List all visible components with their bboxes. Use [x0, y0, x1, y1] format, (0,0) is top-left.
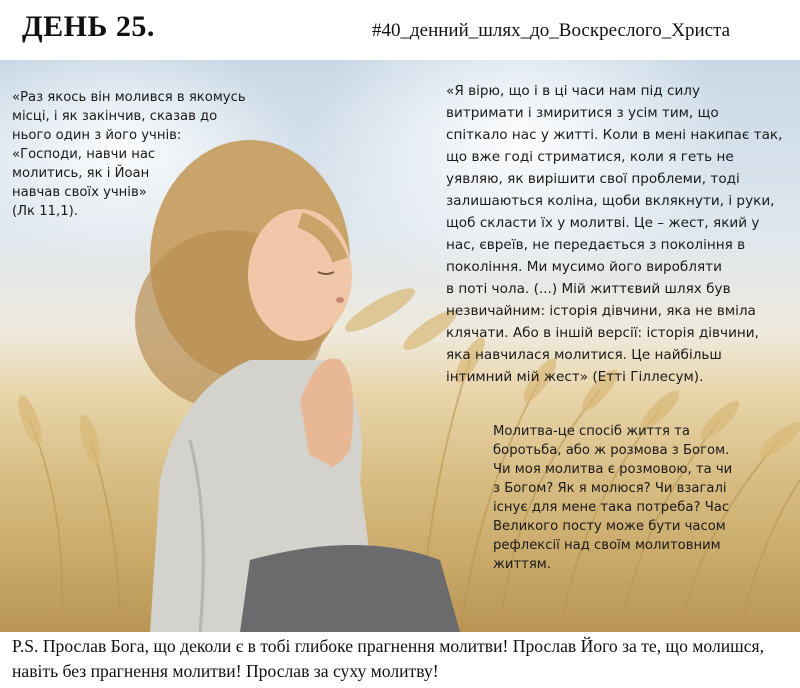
background-photo — [0, 60, 800, 632]
hashtag: #40_денний_шлях_до_Воскреслого_Христа — [372, 20, 731, 41]
footer — [0, 632, 800, 688]
header — [0, 0, 800, 60]
reflection-text: Молитва-це спосіб життя та боротьба, або ж розмова з Богом. Чи моя молитва є розмовою, та чи з Богом? Як я молюся? Чи взагалі існує для мене така потреба? Час Великого посту може бути часом рефлексії над своїм молитовним життям. — [493, 424, 733, 572]
day-title: ДЕНЬ 25. — [22, 10, 155, 43]
etty-hillesum-quote: «Я вірю, що і в ці часи нам під силу витримати і змиритися з усім тим, що спіткало нас у житті. Коли в мені накипає так, що вже годі стриматися, коли я геть не уявляю, як вирішити свої проблеми, тоді залишаються коліна, щоби вклякнути, і руки, щоб скласти їх у молитві. Це – жест, який у нас, євреїв, не передається з покоління в покоління. Ми мусимо його виробляти в поті чола. (...) Мій життєвий шлях був незвичайним: історія дівчини, яка не вміла клячати. Або в іншій версії: історія дівчини, яка навчилася молитися. Це найбільш інтимний мій жест» (Етті Гіллесум). — [446, 83, 783, 385]
ps-text: P.S. Прослав Бога, що деколи є в тобі глибоке прагнення молитви! Прослав Його за те, що молишся, навіть без прагнення молитви! Прослав за суху молитву! — [12, 636, 765, 681]
scripture-quote: «Раз якось він молився в якомусь місці, і як закінчив, сказав до нього один з його учнів: «Господи, навчи нас молитись, як і Йоан навчав своїх учнів» (Лк 11,1). — [12, 90, 246, 219]
